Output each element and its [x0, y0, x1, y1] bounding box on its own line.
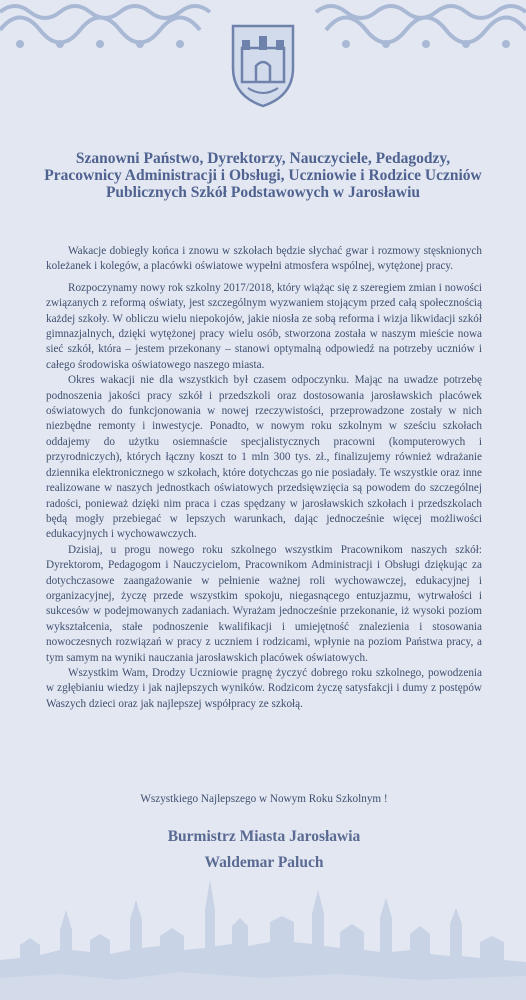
- city-skyline-silhouette: [0, 850, 526, 1000]
- title-line-2: Pracownicy Administracji i Obsługi, Uczniowie i Rodzice Uczniów: [44, 167, 482, 184]
- letter-body: [46, 244, 482, 712]
- title-line-3: Publicznych Szkół Podstawowych w Jarosławiu: [105, 184, 421, 201]
- paragraph-1: Wakacje dobiegły końca i znowu w szkołach będzie słychać gwar i rozmowy stęsknionych koleżanek i kolegów, a placówki oświatowe wypełni atmosfera wspólnej, wytężonej pracy.: [46, 245, 482, 273]
- signature-role: Burmistrz Miasta Jarosławia: [167, 828, 361, 845]
- paragraph-5: Wszystkim Wam, Drodzy Uczniowie pragnę życzyć dobrego roku szkolnego, powodzenia w zgłębianiu wiedzy i jak najlepszych wyników. Rodzicom życzę satysfakcji i dumy z postępów Waszych dzieci oraz jak najlepszej współpracy ze szkołą.: [46, 666, 482, 710]
- signature-name: Waldemar Paluch: [204, 854, 324, 871]
- paragraph-4: Dzisiaj, u progu nowego roku szkolnego wszystkim Pracownikom naszych szkół: Dyrektorom, Pedagogom i Nauczycielom, Pracownikom Administracji i Obsługi dziękując za dotychczasowe zaangażowanie w pełnienie ważnej roli wychowawczej, edukacyjnej i organizacyjnej, życzę przede wszystkim spokoju, niegasnącego entuzjazmu, wytrwałości i sukcesów w podejmowanych zadaniach. Wyrażam jednocześnie przekonanie, iż wysoki poziom wykształcenia, stałe podnoszenie kwalifikacji i umiejętność znalezienia i stosowania nowoczesnych rozwiązań w pracy z uczniem i rodzicami, wpłynie na poziom Państwa pracy, a tym samym na wyniki nauczania jarosławskich placówek oświatowych.: [46, 543, 482, 664]
- title-line-1: Szanowni Państwo, Dyrektorzy, Nauczyciele, Pedagodzy,: [75, 150, 451, 167]
- closing-wishes: Wszystkiego Najlepszego w Nowym Roku Szkolnym !: [140, 793, 388, 805]
- paragraph-2: Rozpoczynamy nowy rok szkolny 2017/2018, który wiążąc się z szeregiem zmian i nowości związanych z reformą oświaty, jest szczególnym wyzwaniem stojącym przed całą społecznością każdej szkoły. W obliczu wielu niepokojów, jakie niosła ze sobą reforma i wizja likwidacji szkół gimnazjalnych, dzięki wytężonej pracy wielu osób, stworzona została w naszym mieście nowa sieć szkół, która – jestem przekonany – stanowi optymalną odpowiedź na potrzeby uczniów i całego środowiska oświatowego naszego miasta.: [46, 281, 482, 371]
- letter-title: [40, 150, 486, 201]
- paragraph-3: Okres wakacji nie dla wszystkich był czasem odpoczynku. Mając na uwadze potrzebę podnoszenia jakości pracy szkół i przedszkoli oraz dostosowania jarosławskich placówek oświatowych do funkcjonowania w nowej rzeczywistości, przeprowadzone zostały w nich niezbędne remonty i inwestycje. Ponadto, w nowym roku szkolnym w sześciu szkołach oddajemy do użytku osiemnaście specjalistycznych pracowni (komputerowych i przyrodniczych), których łączny koszt to 1 mln 300 tys. zł., finalizujemy również wdrażanie dziennika elektronicznego w szkołach, które dotychczas go nie posiadały. Te wszystkie oraz inne realizowane w naszych jednostkach oświatowych przedsięwzięcia są powodem do szczególnej radości, ponieważ dzięki nim praca i czas spędzany w jarosławskich szkołach i przedszkolach będą mogły przebiegać w lepszych warunkach, dając jednocześnie więcej możliwości edukacyjnych i wychowawczych.: [46, 374, 482, 541]
- jaroslaw-coat-of-arms-icon: [228, 18, 298, 108]
